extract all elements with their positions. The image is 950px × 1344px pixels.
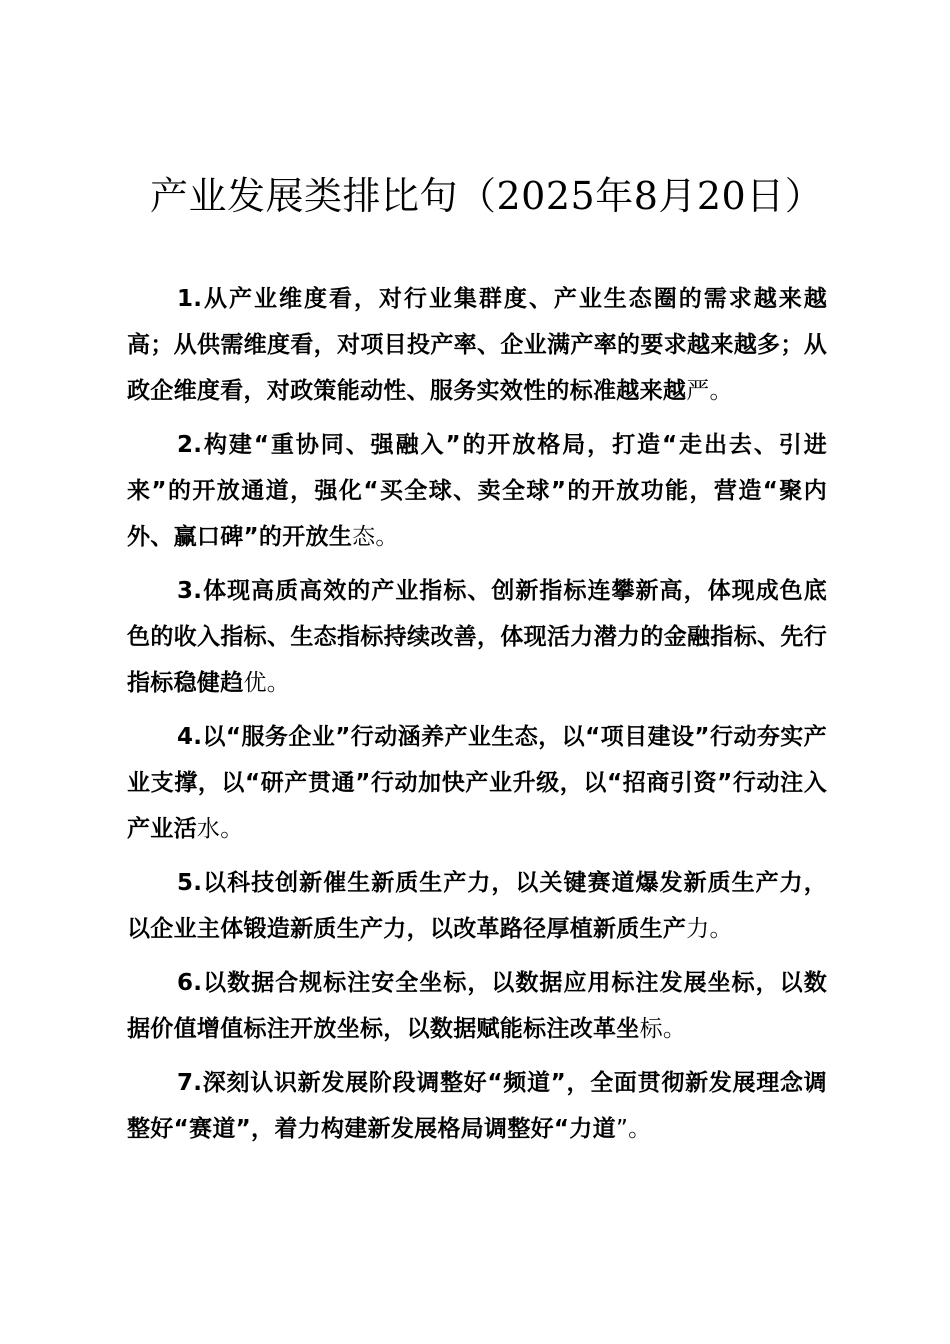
paragraph-2-text: 2.构建“重协同、强融入”的开放格局，打造“走出去、引进来”的开放通道，强化“买全球、卖全球”的开放功能，营造“聚内外、赢口碑”的开放生 bbox=[127, 432, 827, 550]
document-body bbox=[127, 276, 827, 1160]
paragraph-2 bbox=[127, 422, 827, 560]
paragraph-6-tail: 标。 bbox=[639, 1016, 687, 1042]
paragraph-7-text: 7.深刻认识新发展阶段调整好“频道”，全面贯彻新发展理念调整好“赛道”，着力构建新发展格局调整好“力道 bbox=[127, 1070, 827, 1142]
paragraph-5-text: 5.以科技创新催生新质生产力，以关键赛道爆发新质生产力，以企业主体锻造新质生产力，以改革路径厚植新质生产 bbox=[127, 870, 827, 942]
paragraph-7 bbox=[127, 1060, 827, 1152]
paragraph-5 bbox=[127, 860, 827, 952]
document-title: 产业发展类排比句（2025年8月20日） bbox=[150, 174, 824, 218]
paragraph-3 bbox=[127, 568, 827, 706]
paragraph-7-tail: ”。 bbox=[615, 1116, 652, 1142]
paragraph-4-tail: 水。 bbox=[196, 816, 244, 842]
paragraph-1-tail: 严。 bbox=[686, 378, 733, 404]
paragraph-6 bbox=[127, 960, 827, 1052]
paragraph-4-text: 4.以“服务企业”行动涵养产业生态，以“项目建设”行动夯实产业支撑，以“研产贯通”行动加快产业升级，以“招商引资”行动注入产业活 bbox=[127, 724, 827, 842]
paragraph-3-tail: 优。 bbox=[243, 670, 291, 696]
paragraph-6-text: 6.以数据合规标注安全坐标，以数据应用标注发展坐标，以数据价值增值标注开放坐标，以数据赋能标注改革坐 bbox=[127, 970, 827, 1042]
paragraph-1-text: 1.从产业维度看，对行业集群度、产业生态圈的需求越来越高；从供需维度看，对项目投产率、企业满产率的要求越来越多；从政企维度看，对政策能动性、服务实效性的标准越来越 bbox=[127, 286, 827, 404]
paragraph-3-text: 3.体现高质高效的产业指标、创新指标连攀新高，体现成色底色的收入指标、生态指标持续改善，体现活力潜力的金融指标、先行指标稳健趋 bbox=[127, 578, 827, 696]
paragraph-2-tail: 态。 bbox=[352, 524, 399, 550]
paragraph-1 bbox=[127, 276, 827, 414]
paragraph-5-tail: 力。 bbox=[686, 916, 733, 942]
paragraph-4 bbox=[127, 714, 827, 852]
